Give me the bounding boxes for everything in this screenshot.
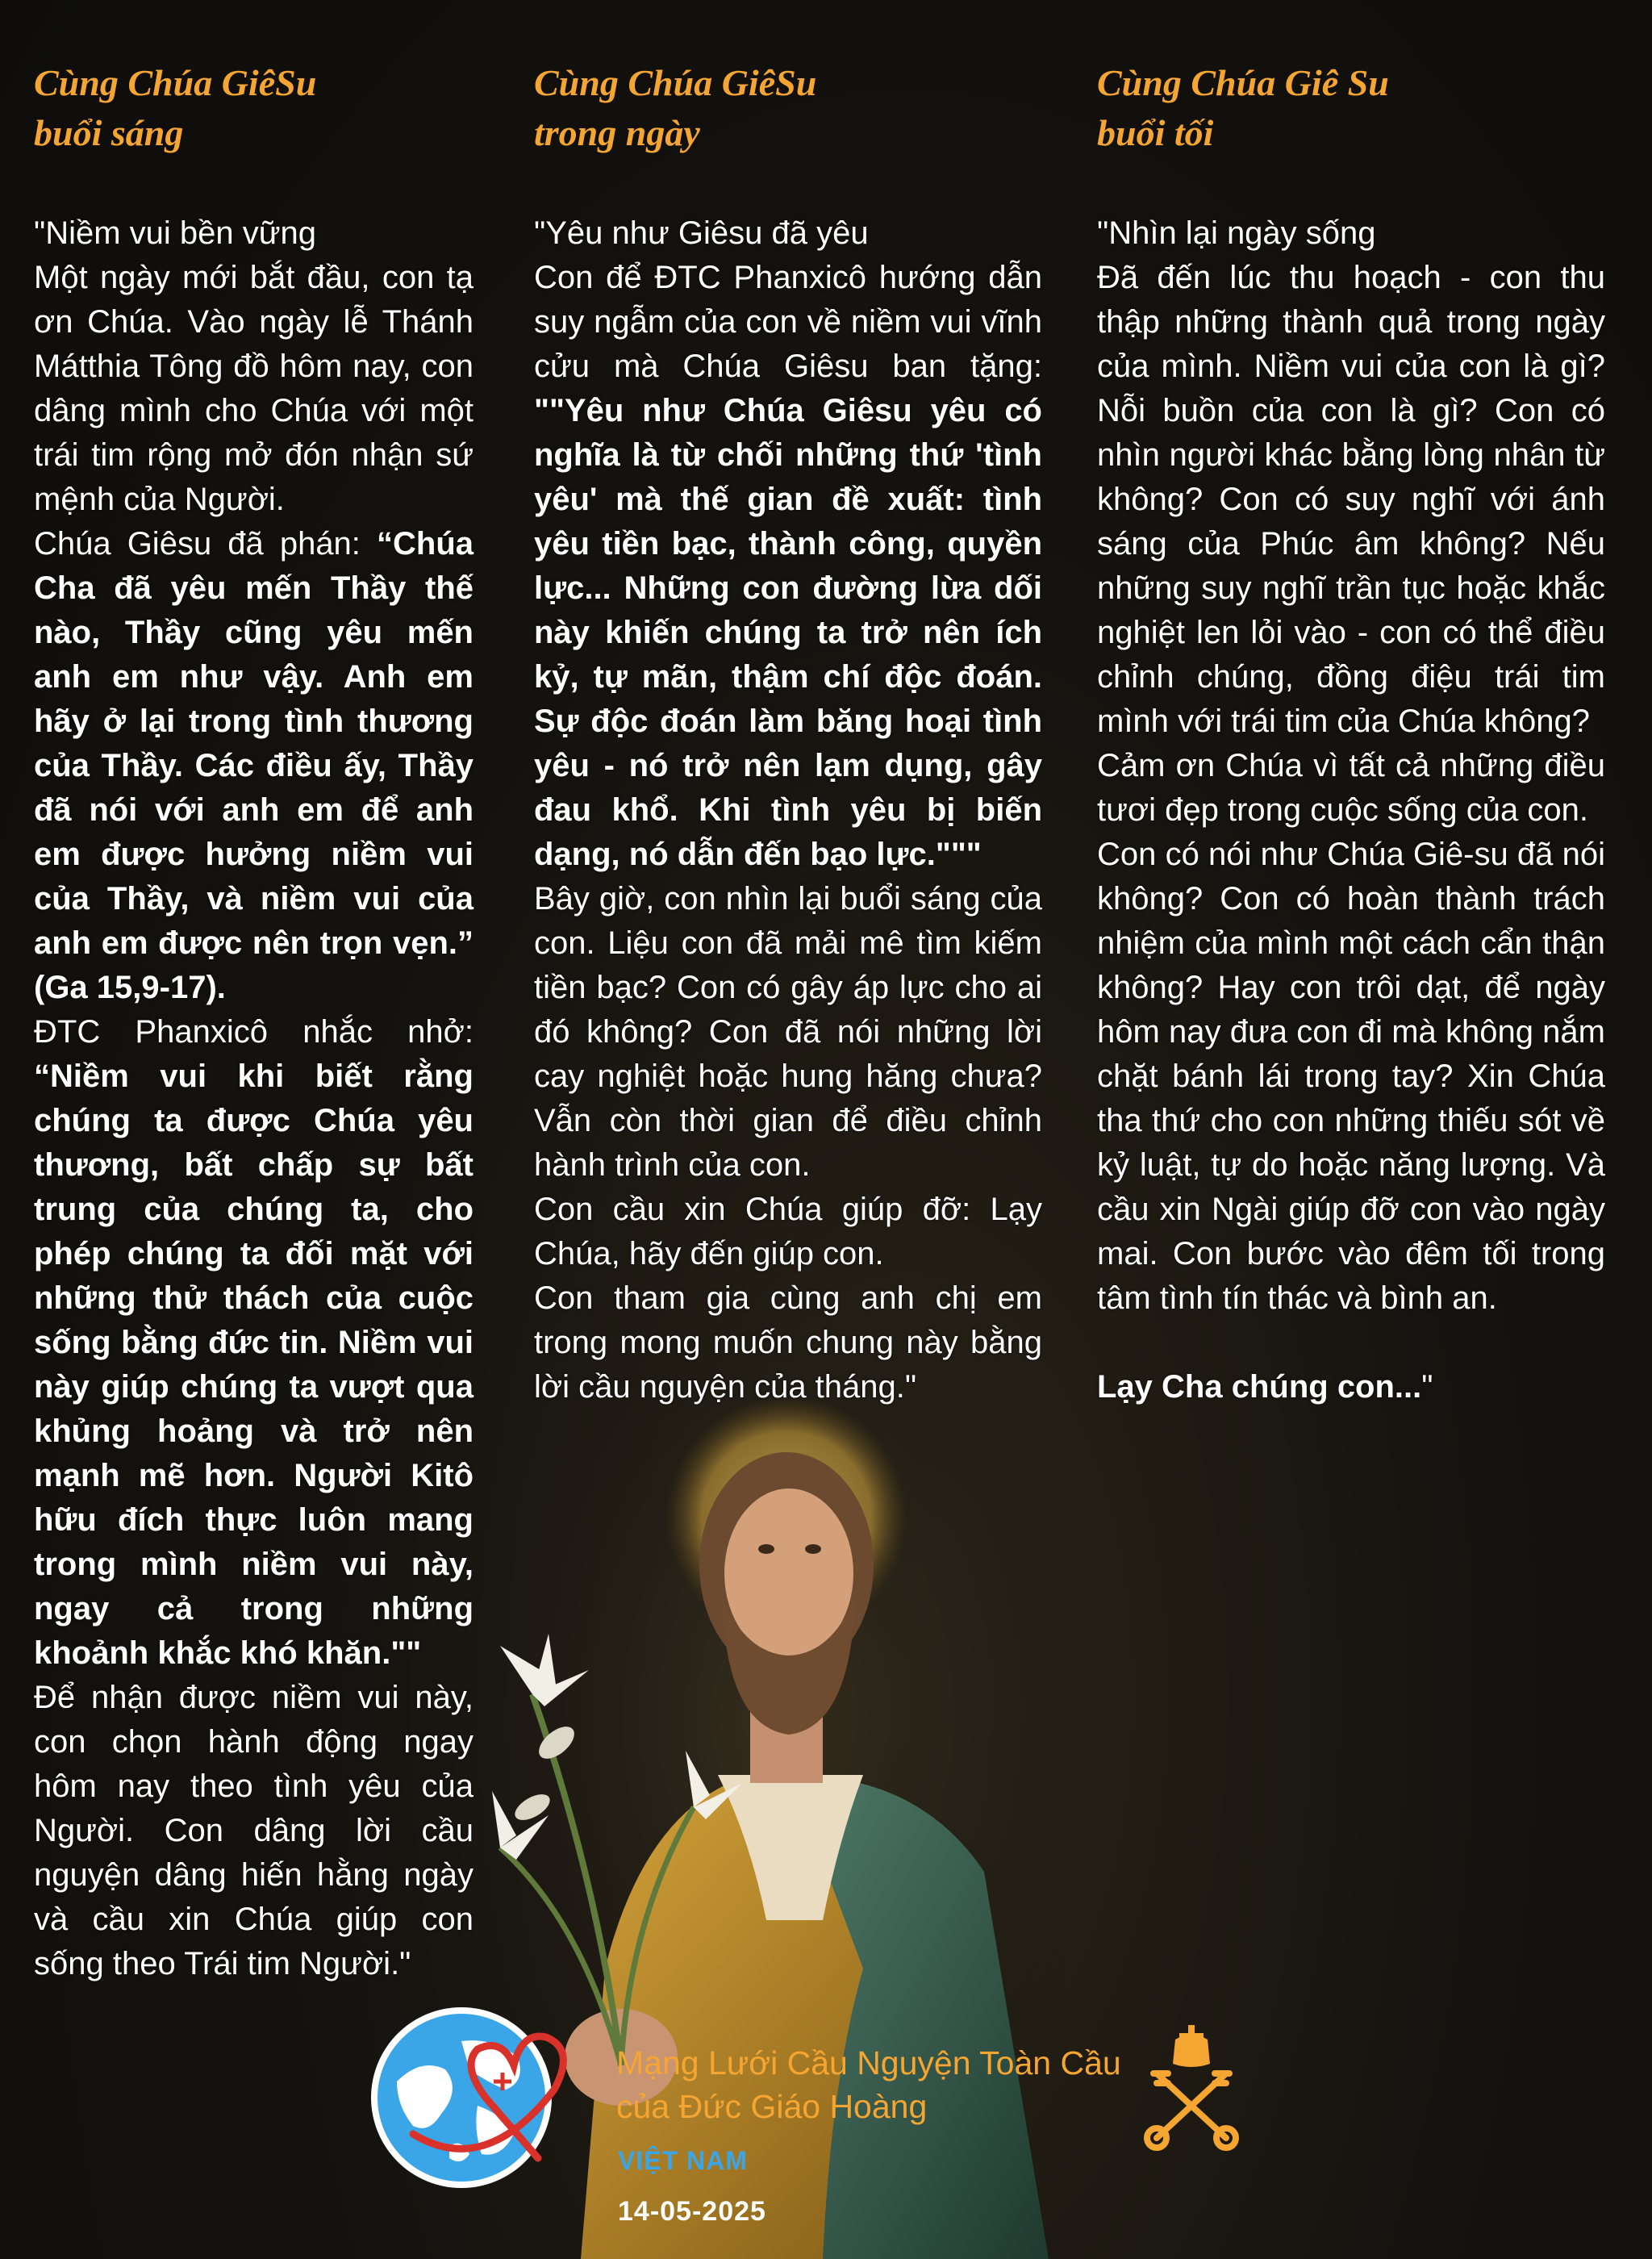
evening-closing — [1097, 1365, 1605, 1409]
midday-p2-quote: ""Yêu như Chúa Giêsu yêu có nghĩa là từ chối những thứ 'tình yêu' mà thế gian đề xuất: tình yêu tiền bạc, thành công, quyền lực... Những con đường lừa dối này khiến chúng ta trở nên ích kỷ, tự mãn, thậm chí độc đoán. Sự độc đoán làm băng hoại tình yêu - nó trở nên lạm dụng, gây đau khổ. Khi tình yêu bị biến dạng, nó dẫn đến bạo lực.""" — [534, 393, 1042, 872]
column-midday — [534, 58, 1042, 1409]
country-label: VIỆT NAM — [618, 2146, 748, 2175]
network-line2: của Đức Giáo Hoàng — [616, 2088, 928, 2125]
midday-heading — [534, 58, 1042, 158]
evening-heading — [1097, 58, 1605, 158]
morning-heading — [34, 58, 473, 158]
evening-title-line2: buổi tối — [1097, 112, 1214, 153]
midday-title-line2: trong ngày — [534, 112, 700, 153]
morning-p4-intro: ĐTC Phanxicô nhắc nhở: — [34, 1014, 473, 1050]
evening-p2: Đã đến lúc thu hoạch - con thu thập những thành quả trong ngày của mình. Niềm vui của con là gì? Nỗi buồn của con là gì? Con có nhìn người khác bằng lòng nhân từ không? Con có suy nghĩ với ánh sáng của Phúc âm không? Nếu những suy nghĩ trần tục hoặc khắc nghiệt len lỏi vào - con có thể điều chỉnh chúng, đồng điệu trái tim mình với trái tim của Chúa không? — [1097, 260, 1605, 739]
column-evening — [1097, 58, 1605, 1409]
midday-p4: Con cầu xin Chúa giúp đỡ: Lạy Chúa, hãy đến giúp con. — [534, 1192, 1042, 1271]
morning-title-line2: buổi sáng — [34, 112, 184, 153]
evening-body — [1097, 211, 1605, 1409]
date-label: 14-05-2025 — [618, 2196, 766, 2227]
morning-p5: Để nhận được niềm vui này, con chọn hành động ngay hôm nay theo tình yêu của Người. Con dâng lời cầu nguyện dâng hiến hằng ngày và cầu xin Chúa giúp con sống theo Trái tim Người." — [34, 1680, 473, 1981]
evening-p1: "Nhìn lại ngày sống — [1097, 215, 1376, 251]
morning-p4-quote: “Niềm vui khi biết rằng chúng ta được Chúa yêu thương, bất chấp sự bất trung của chúng ta, cho phép chúng ta đối mặt với những thử thách của cuộc sống bằng đức tin. Niềm vui này giúp chúng ta vượt qua khủng hoảng và trở nên mạnh mẽ hơn. Người Kitô hữu đích thực luôn mang trong mình niềm vui này, ngay cả trong những khoảnh khắc khó khăn."" — [34, 1059, 473, 1671]
midday-p5: Con tham gia cùng anh chị em trong mong muốn chung này bằng lời cầu nguyện của tháng." — [534, 1280, 1042, 1405]
prayer-network-globe-logo — [365, 1993, 607, 2203]
morning-p3-intro: Chúa Giêsu đã phán: — [34, 526, 377, 562]
midday-p1: "Yêu như Giêsu đã yêu — [534, 215, 869, 251]
midday-p2-intro: Con để ĐTC Phanxicô hướng dẫn suy ngẫm của con về niềm vui vĩnh cửu mà Chúa Giêsu ban tặng: — [534, 260, 1042, 384]
evening-closing-bold: Lạy Cha chúng con... — [1097, 1369, 1422, 1405]
morning-body — [34, 211, 473, 1986]
evening-p4: Con có nói như Chúa Giê-su đã nói không? Con có hoàn thành trách nhiệm của mình một cách cẩn thận không? Hay con trôi dạt, để ngày hôm nay đưa con đi mà không nắm chặt bánh lái trong tay? Xin Chúa tha thứ cho con những thiếu sót về kỷ luật, tự do hoặc năng lượng. Và cầu xin Ngài giúp đỡ con vào ngày mai. Con bước vào đêm tối trong tâm tình tín thác và bình an. — [1097, 837, 1605, 1316]
morning-p4 — [34, 1010, 473, 1676]
morning-p3-quote: “Chúa Cha đã yêu mến Thầy thế nào, Thầy cũng yêu mến anh em như vậy. Anh em hãy ở lại trong tình thương của Thầy. Các điều ấy, Thầy đã nói với anh em để anh em được hưởng niềm vui của Thầy, và niềm vui của anh em được nên trọn vẹn.” (Ga 15,9-17). — [34, 526, 473, 1005]
evening-closing-quote: " — [1421, 1369, 1433, 1405]
evening-p3: Cảm ơn Chúa vì tất cả những điều tươi đẹp trong cuộc sống của con. — [1097, 748, 1605, 828]
midday-title-line1: Cùng Chúa GiêSu — [534, 62, 817, 103]
prayer-network-title — [616, 2041, 1121, 2128]
papal-keys-icon — [1139, 2025, 1244, 2154]
evening-title-line1: Cùng Chúa Giê Su — [1097, 62, 1389, 103]
morning-p3 — [34, 522, 473, 1010]
evening-spacer — [1097, 1321, 1605, 1365]
midday-body — [534, 211, 1042, 1409]
morning-p2: Một ngày mới bắt đầu, con tạ ơn Chúa. Vào ngày lễ Thánh Mátthia Tông đồ hôm nay, con dâng mình cho Chúa với một trái tim rộng mở đón nhận sứ mệnh của Người. — [34, 260, 473, 517]
midday-p2 — [534, 256, 1042, 877]
midday-p3: Bây giờ, con nhìn lại buổi sáng của con. Liệu con đã mải mê tìm kiếm tiền bạc? Con có gây áp lực cho ai đó không? Con đã nói những lời cay nghiệt hoặc hung hăng chưa? Vẫn còn thời gian để điều chỉnh hành trình của con. — [534, 881, 1042, 1183]
column-morning — [34, 58, 473, 1986]
network-line1: Mạng Lưới Cầu Nguyện Toàn Cầu — [616, 2044, 1121, 2082]
morning-p1: "Niềm vui bền vững — [34, 215, 317, 251]
morning-title-line1: Cùng Chúa GiêSu — [34, 62, 317, 103]
